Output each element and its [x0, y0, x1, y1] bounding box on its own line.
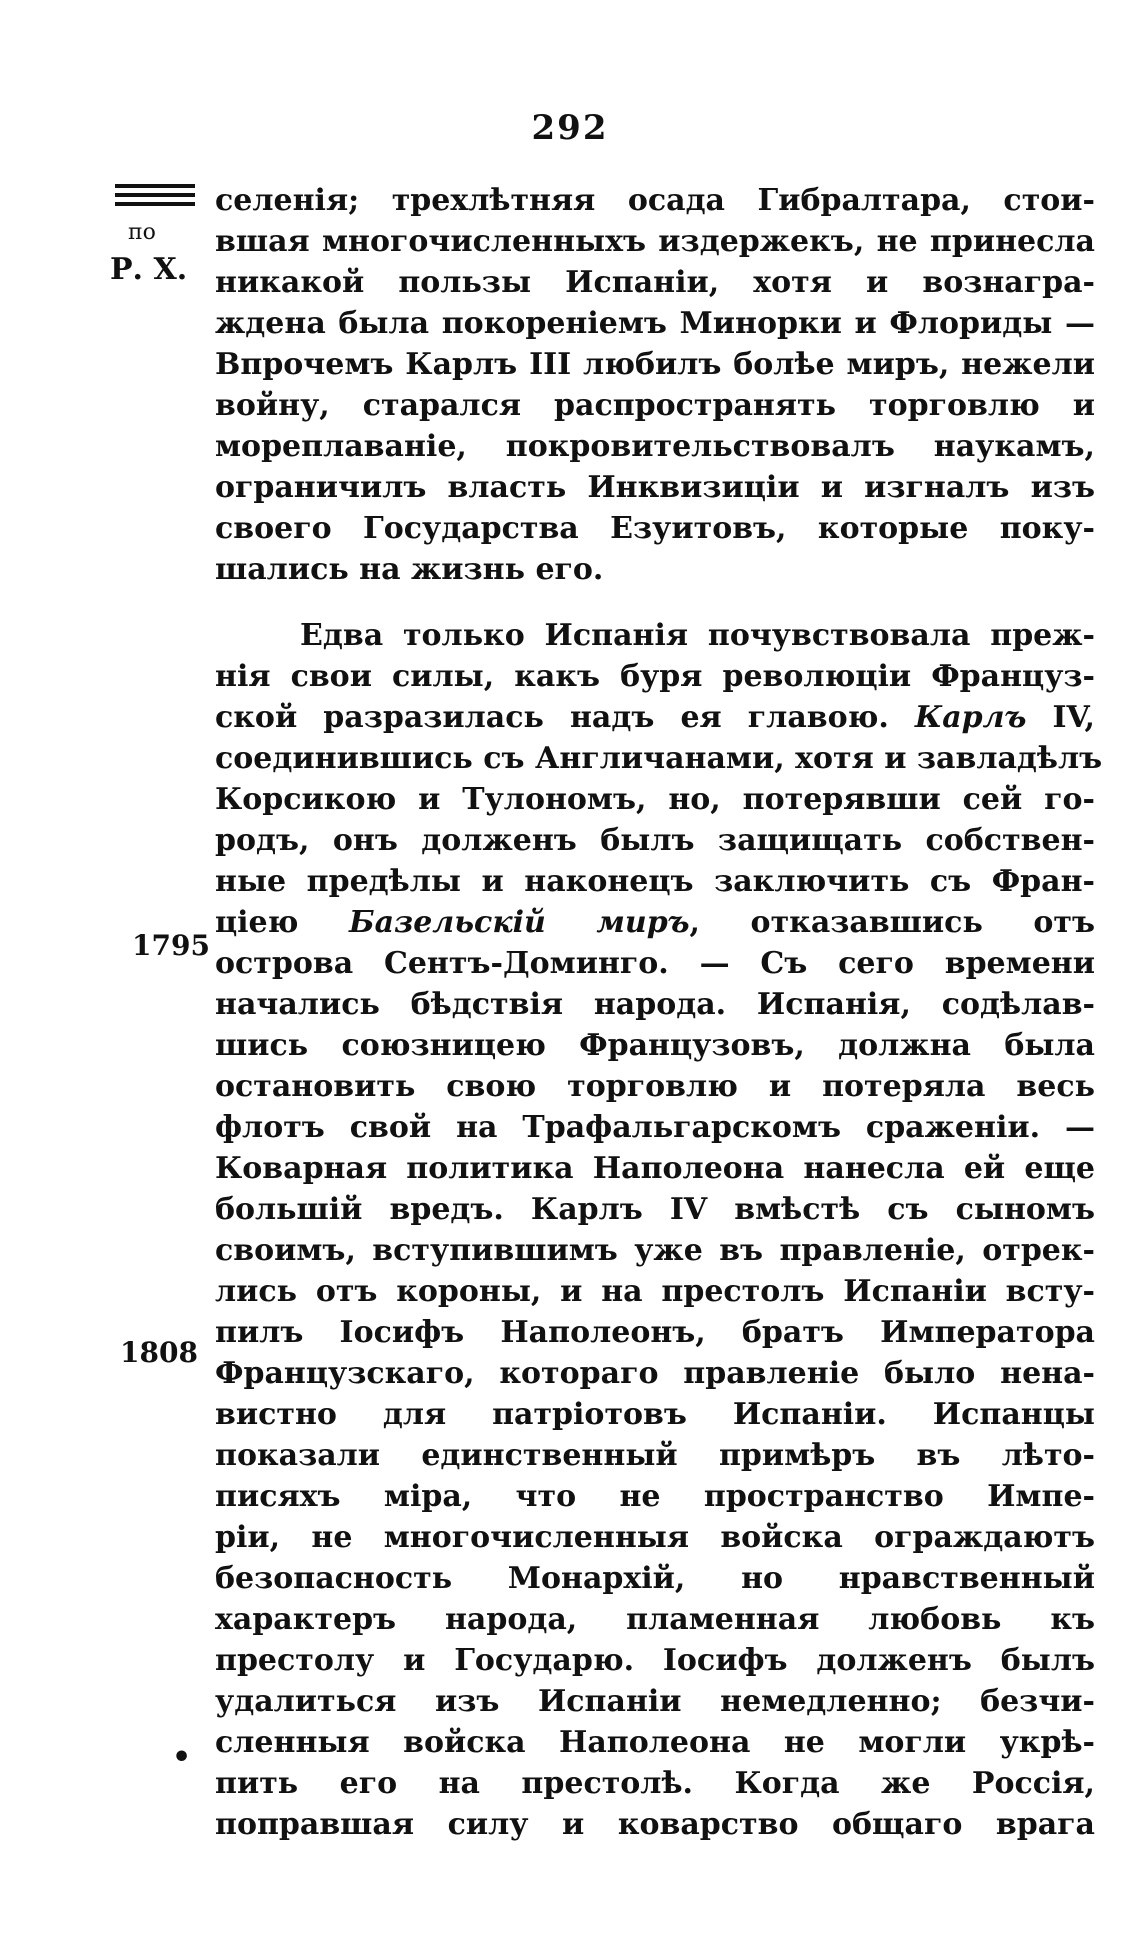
text-line: никакой пользы Испаніи, хотя и вознагра- — [215, 265, 1095, 300]
text-fragment: IV, — [1026, 700, 1095, 735]
text-line: родъ, онъ долженъ былъ защищать собствен- — [215, 823, 1095, 858]
text-line: пилъ Іосифъ Наполеонъ, братъ Императора — [215, 1315, 1095, 1350]
text-line: нія свои силы, какъ буря революціи Француз- — [215, 659, 1095, 694]
text-line: пить его на престолѣ. Когда же Россія, — [215, 1766, 1095, 1801]
text-line: селенія; трехлѣтняя осада Гибралтара, стои- — [215, 183, 1095, 218]
margin-year-1808: 1808 — [120, 1336, 198, 1369]
text-fragment: ціею — [215, 905, 349, 940]
page-number: 292 — [531, 108, 609, 148]
text-line: вистно для патріотовъ Испаніи. Испанцы — [215, 1397, 1095, 1432]
text-line: мореплаваніе, покровительствовалъ наукамъ, — [215, 429, 1095, 464]
text-line: Французскаго, котораго правленіе было нена- — [215, 1356, 1095, 1391]
margin-rule — [115, 184, 195, 188]
margin-rule — [115, 193, 195, 197]
text-line — [215, 697, 1095, 738]
text-line: показали единственный примѣръ въ лѣто- — [215, 1438, 1095, 1473]
text-line: лись отъ короны, и на престолъ Испаніи всту- — [215, 1274, 1095, 1309]
margin-note-rx: Р. Х. — [110, 252, 188, 287]
text-line: Корсикою и Тулономъ, но, потерявши сей го- — [215, 782, 1095, 817]
text-line: удалиться изъ Испаніи немедленно; безчи- — [215, 1684, 1095, 1719]
text-line: Коварная политика Наполеона нанесла ей еще — [215, 1151, 1095, 1186]
paragraph-1 — [215, 180, 1095, 590]
text-line — [215, 902, 1095, 943]
text-line: писяхъ міра, что не пространство Импе- — [215, 1479, 1095, 1514]
text-line: вшая многочисленныхъ издержекъ, не принесла — [215, 224, 1095, 259]
text-line: флотъ свой на Трафальгарскомъ сраженіи. — — [215, 1110, 1095, 1145]
text-line: войну, старался распространять торговлю и — [215, 388, 1095, 423]
basel-treaty: Базельскій миръ — [349, 905, 690, 940]
paragraph-2 — [215, 615, 1103, 1845]
text-line: ріи, не многочисленныя войска ограждаютъ — [215, 1520, 1095, 1555]
text-line: своего Государства Езуитовъ, которые поку- — [215, 511, 1095, 546]
text-line: ждена была покореніемъ Минорки и Флориды — — [215, 306, 1095, 341]
text-line: соединившись съ Англичанами, хотя и завладѣлъ — [215, 741, 1103, 776]
text-line: сленныя войска Наполеона не могли укрѣ- — [215, 1725, 1095, 1760]
margin-rule — [115, 202, 195, 206]
text-line: Впрочемъ Карлъ III любилъ болѣе миръ, нежели — [215, 347, 1095, 382]
text-line: Едва только Испанія почувствовала преж- — [300, 618, 1095, 653]
text-line: острова Сентъ-Доминго. — Съ сего времени — [215, 946, 1095, 981]
text-line: начались бѣдствія народа. Испанія, содѣлав- — [215, 987, 1095, 1022]
text-fragment: , отказавшись отъ — [689, 905, 1095, 940]
text-line: безопасность Монархій, но нравственный — [215, 1561, 1095, 1596]
text-fragment: ской разразилась надъ ея главою. — [215, 700, 915, 735]
text-line: своимъ, вступившимъ уже въ правленіе, отрек- — [215, 1233, 1095, 1268]
text-line: шись союзницею Французовъ, должна была — [215, 1028, 1095, 1063]
margin-bullet: • — [172, 1740, 192, 1775]
text-line: престолу и Государю. Іосифъ долженъ былъ — [215, 1643, 1095, 1678]
text-line: ные предѣлы и наконецъ заключить съ Фран- — [215, 864, 1095, 899]
text-line: поправшая силу и коварство общаго врага — [215, 1807, 1095, 1842]
text-line: остановить свою торговлю и потеряла весь — [215, 1069, 1095, 1104]
text-line: характеръ народа, пламенная любовь къ — [215, 1602, 1095, 1637]
text-line: большій вредъ. Карлъ IV вмѣстѣ съ сыномъ — [215, 1192, 1095, 1227]
text-line: шались на жизнь его. — [215, 552, 604, 587]
text-line: ограничилъ власть Инквизиціи и изгналъ изъ — [215, 470, 1095, 505]
margin-year-1795: 1795 — [132, 929, 210, 962]
margin-note-po: по — [128, 220, 156, 245]
name-karl: Карлъ — [914, 700, 1027, 735]
